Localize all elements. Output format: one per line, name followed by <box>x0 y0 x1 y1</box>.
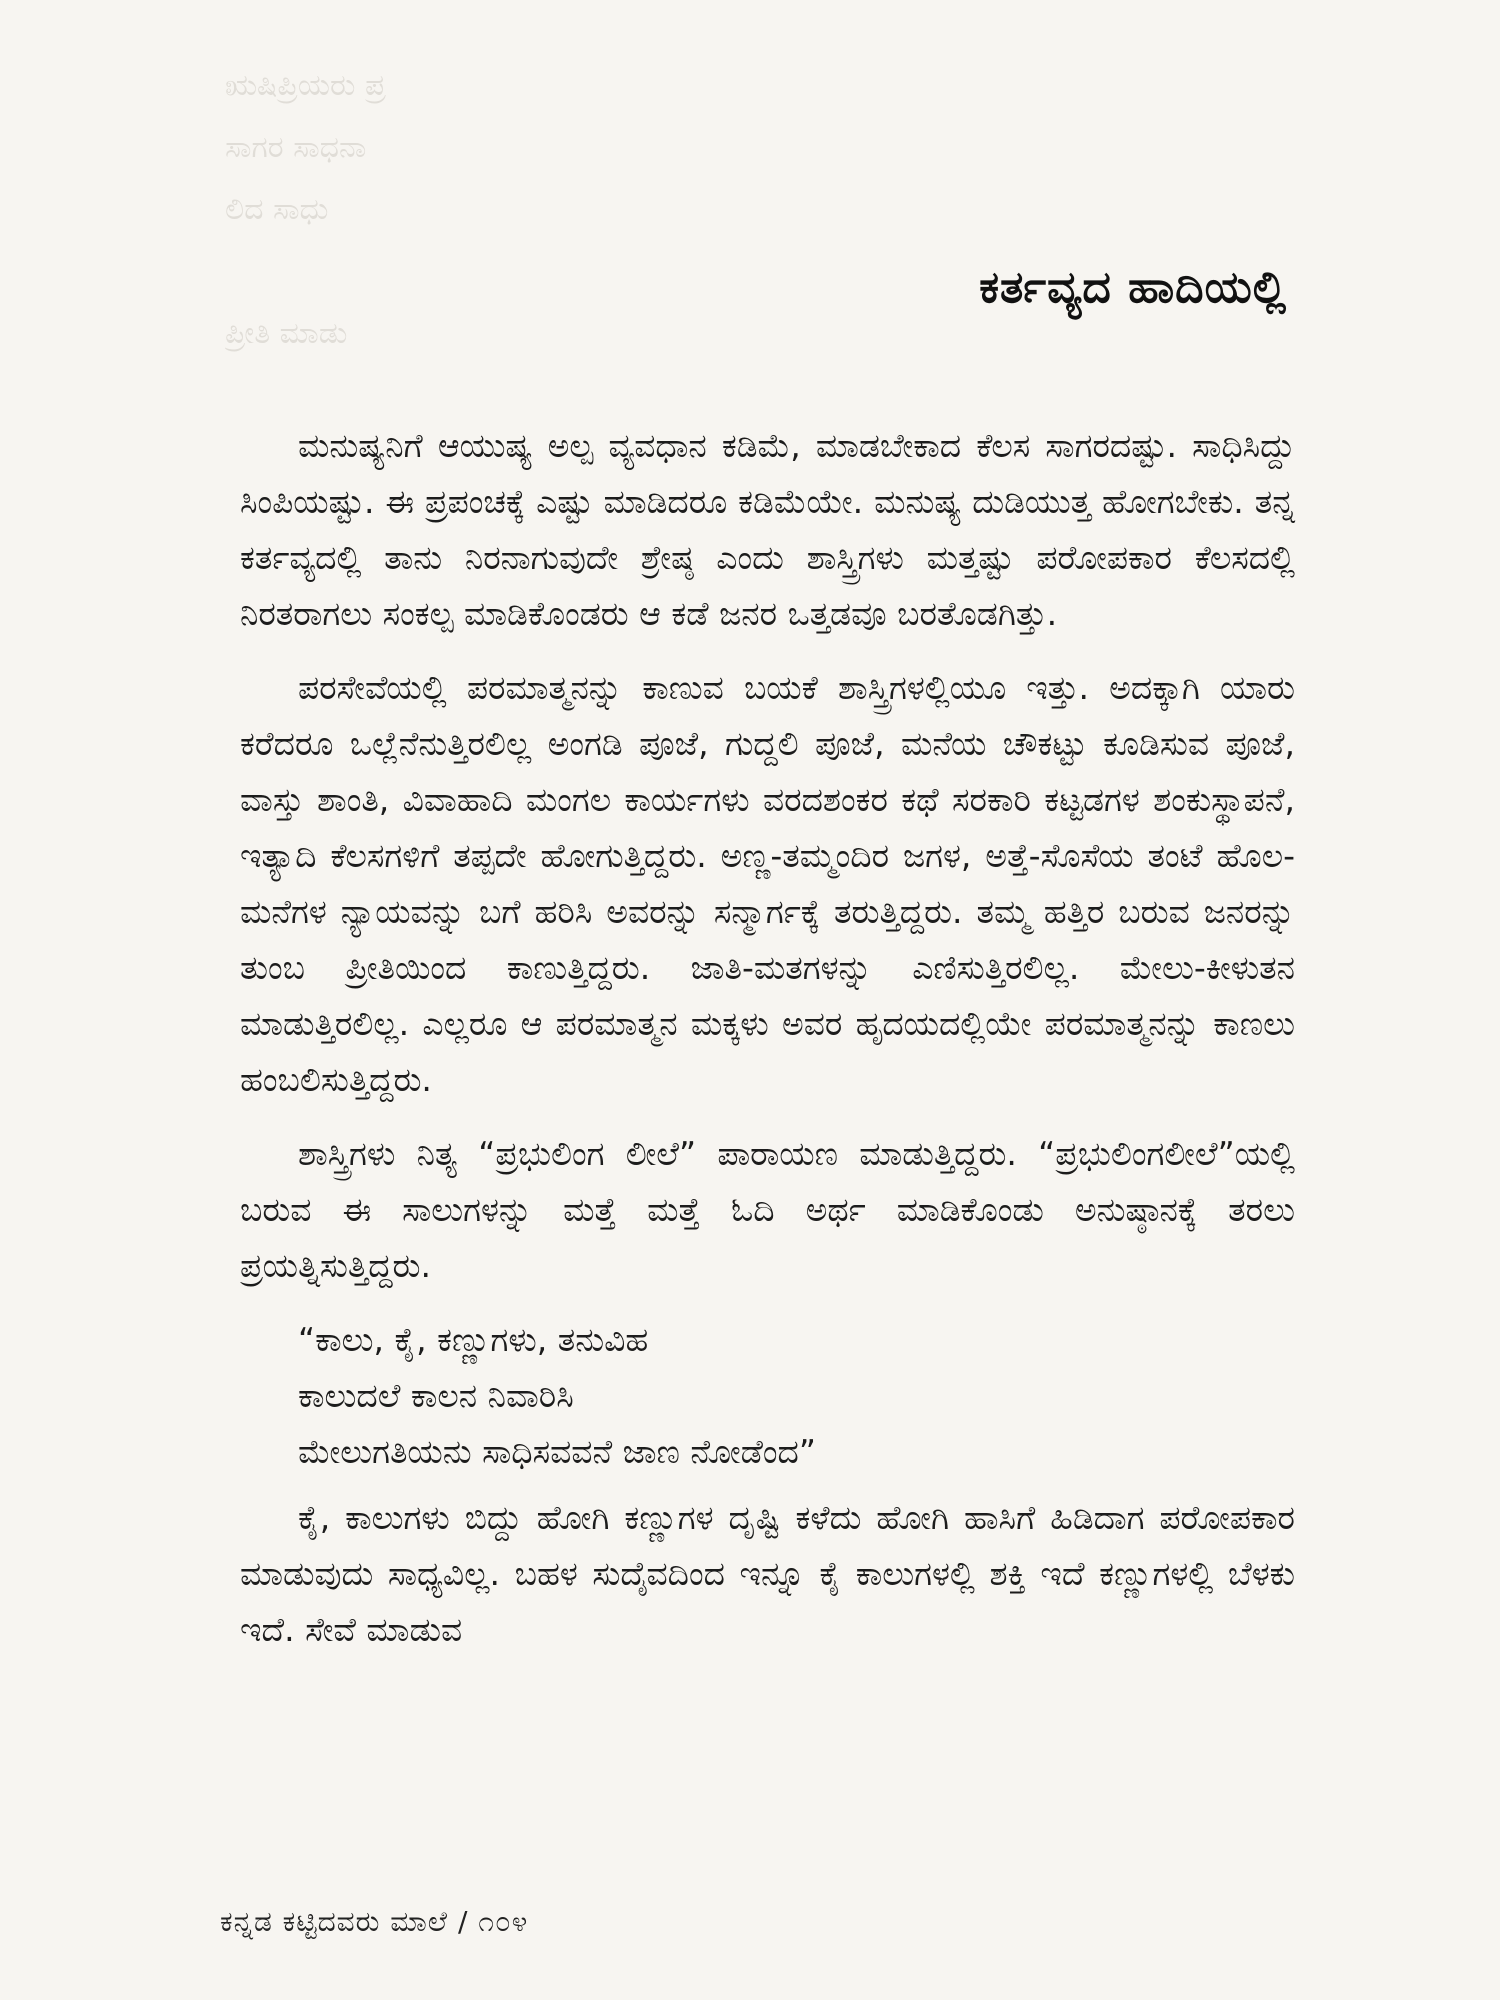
bleed-through-line: ಪ್ರೀತಿ ಮಾಡು <box>225 316 348 351</box>
bleed-through-line: ಲಿದ ಸಾಧು <box>225 192 329 227</box>
verse-line: ಮೇಲುಗತಿಯನು ಸಾಧಿಸವವನೆ ಜಾಣ ನೋಡೆಂದ” <box>298 1432 816 1471</box>
page-footer: ಕನ್ನಡ ಕಟ್ಟಿದವರು ಮಾಲೆ / ೧೦೪ <box>220 1905 529 1938</box>
bleed-through-text <box>225 55 1285 365</box>
bleed-through-line: ಸಾಗರ ಸಾಧನಾ <box>225 130 367 165</box>
chapter-title: ಕರ್ತವ್ಯದ ಹಾದಿಯಲ್ಲಿ <box>979 262 1287 313</box>
body-text <box>240 418 1295 1676</box>
paragraph: ಪರಸೇವೆಯಲ್ಲಿ ಪರಮಾತ್ಮನನ್ನು ಕಾಣುವ ಬಯಕೆ ಶಾಸ್ತ್ರಿಗಳಲ್ಲಿಯೂ ಇತ್ತು. ಅದಕ್ಕಾಗಿ ಯಾರು ಕರೆದರೂ ಒಲ್ಲೆನೆನುತ್ತಿರಲಿಲ್ಲ ಅಂಗಡಿ ಪೂಜೆ, ಗುದ್ದಲಿ ಪೂಜೆ, ಮನೆಯ ಚೌಕಟ್ಟು ಕೂಡಿಸುವ ಪೂಜೆ, ವಾಸ್ತು ಶಾಂತಿ, ವಿವಾಹಾದಿ ಮಂಗಲ ಕಾರ್ಯಗಳು ವರದಶಂಕರ ಕಥೆ ಸರಕಾರಿ ಕಟ್ಟಡಗಳ ಶಂಕುಸ್ಥಾಪನೆ, ಇತ್ಯಾದಿ ಕೆಲಸಗಳಿಗೆ ತಪ್ಪದೇ ಹೋಗುತ್ತಿದ್ದರು. ಅಣ್ಣ-ತಮ್ಮಂದಿರ ಜಗಳ, ಅತ್ತೆ-ಸೊಸೆಯ ತಂಟೆ ಹೊಲ-ಮನೆಗಳ ನ್ಯಾಯವನ್ನು ಬಗೆ ಹರಿಸಿ ಅವರನ್ನು ಸನ್ಮಾರ್ಗಕ್ಕೆ ತರುತ್ತಿದ್ದರು. ತಮ್ಮ ಹತ್ತಿರ ಬರುವ ಜನರನ್ನು ತುಂಬ ಪ್ರೀತಿಯಿಂದ ಕಾಣುತ್ತಿದ್ದರು. ಜಾತಿ-ಮತಗಳನ್ನು ಎಣಿಸುತ್ತಿರಲಿಲ್ಲ. ಮೇಲು-ಕೀಳುತನ ಮಾಡುತ್ತಿರಲಿಲ್ಲ. ಎಲ್ಲರೂ ಆ ಪರಮಾತ್ಮನ ಮಕ್ಕಳು ಅವರ ಹೃದಯದಲ್ಲಿಯೇ ಪರಮಾತ್ಮನನ್ನು ಕಾಣಲು ಹಂಬಲಿಸುತ್ತಿದ್ದರು. <box>240 668 1295 1099</box>
verse-block <box>240 1312 1295 1480</box>
verse-line: ಕಾಲುದಲೆ ಕಾಲನ ನಿವಾರಿಸಿ <box>298 1376 574 1415</box>
verse-line: “ಕಾಲು, ಕೈ, ಕಣ್ಣುಗಳು, ತನುವಿಹ <box>298 1320 649 1359</box>
paragraph: ಶಾಸ್ತ್ರಿಗಳು ನಿತ್ಯ “ಪ್ರಭುಲಿಂಗ ಲೀಲೆ” ಪಾರಾಯಣ ಮಾಡುತ್ತಿದ್ದರು. “ಪ್ರಭುಲಿಂಗಲೀಲೆ”ಯಲ್ಲಿ ಬರುವ ಈ ಸಾಲುಗಳನ್ನು ಮತ್ತೆ ಮತ್ತೆ ಓದಿ ಅರ್ಥ ಮಾಡಿಕೊಂಡು ಅನುಷ್ಠಾನಕ್ಕೆ ತರಲು ಪ್ರಯತ್ನಿಸುತ್ತಿದ್ದರು. <box>240 1134 1295 1285</box>
paragraph: ಮನುಷ್ಯನಿಗೆ ಆಯುಷ್ಯ ಅಲ್ಪ ವ್ಯವಧಾನ ಕಡಿಮೆ, ಮಾಡಬೇಕಾದ ಕೆಲಸ ಸಾಗರದಷ್ಟು. ಸಾಧಿಸಿದ್ದು ಸಿಂಪಿಯಷ್ಟು. ಈ ಪ್ರಪಂಚಕ್ಕೆ ಎಷ್ಟು ಮಾಡಿದರೂ ಕಡಿಮೆಯೇ. ಮನುಷ್ಯ ದುಡಿಯುತ್ತ ಹೋಗಬೇಕು. ತನ್ನ ಕರ್ತವ್ಯದಲ್ಲಿ ತಾನು ನಿರನಾಗುವುದೇ ಶ್ರೇಷ್ಠ ಎಂದು ಶಾಸ್ತ್ರಿಗಳು ಮತ್ತಷ್ಟು ಪರೋಪಕಾರ ಕೆಲಸದಲ್ಲಿ ನಿರತರಾಗಲು ಸಂಕಲ್ಪ ಮಾಡಿಕೊಂಡರು ಆ ಕಡೆ ಜನರ ಒತ್ತಡವೂ ಬರತೊಡಗಿತ್ತು. <box>240 426 1295 633</box>
paragraph: ಕೈ, ಕಾಲುಗಳು ಬಿದ್ದು ಹೋಗಿ ಕಣ್ಣುಗಳ ದೃಷ್ಟಿ ಕಳೆದು ಹೋಗಿ ಹಾಸಿಗೆ ಹಿಡಿದಾಗ ಪರೋಪಕಾರ ಮಾಡುವುದು ಸಾಧ್ಯವಿಲ್ಲ. ಬಹಳ ಸುದೈವದಿಂದ ಇನ್ನೂ ಕೈ ಕಾಲುಗಳಲ್ಲಿ ಶಕ್ತಿ ಇದೆ ಕಣ್ಣುಗಳಲ್ಲಿ ಬೆಳಕು ಇದೆ. ಸೇವೆ ಮಾಡುವ <box>240 1498 1295 1649</box>
bleed-through-line: ಋಷಿಪ್ರಿಯರು ಪ್ರ <box>225 68 386 103</box>
